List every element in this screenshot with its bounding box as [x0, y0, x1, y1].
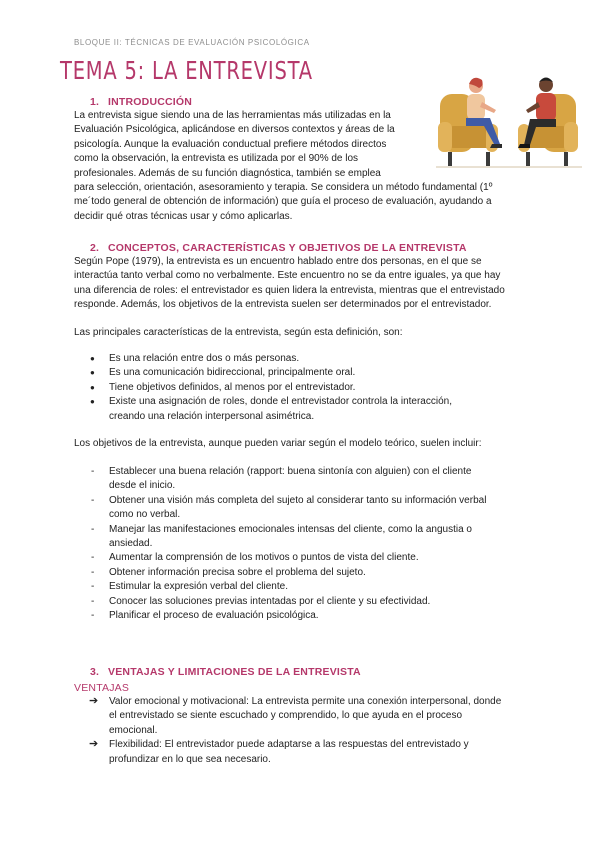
section-3-title: VENTAJAS Y LIMITACIONES DE LA ENTREVISTA	[108, 666, 361, 678]
characteristics-list	[90, 352, 452, 424]
section-2-number: 2.	[90, 242, 100, 254]
bullet-icon: ●	[90, 397, 95, 407]
section-2-heading	[90, 242, 467, 254]
bullet-icon: ●	[90, 382, 95, 392]
dash-icon: -	[91, 466, 95, 477]
arrow-right-icon: ➔	[89, 695, 99, 707]
bullet-icon: ●	[90, 368, 95, 378]
list-item-text: Valor emocional y motivacional: La entrevista permite una conexión interpersonal, donde	[109, 696, 502, 707]
paragraph-line: para selección, orientación, asesoramiento y terapia. Se considera un método fundamental (1º	[74, 182, 493, 194]
list-item-text: Planificar el proceso de evaluación psicológica.	[109, 610, 319, 622]
list-item	[90, 523, 486, 552]
paragraph-line: Las principales características de la entrevista, según esta definición, son:	[74, 327, 403, 338]
dash-icon: -	[91, 566, 95, 578]
section-1-title: INTRODUCCIÓN	[108, 96, 193, 108]
paragraph-line: decidir qué otras técnicas usar y cómo aplicarlas.	[74, 210, 293, 222]
list-item-text: Obtener información precisa sobre el problema del sujeto.	[109, 566, 366, 578]
list-item-text: Conocer las soluciones previas intentadas por el cliente y su efectividad.	[109, 595, 431, 607]
paragraph-line: una diferencia de roles: el entrevistador es quien lidera la entrevista, mientras que el entrevistado	[74, 284, 505, 296]
paragraph-line: como la observación, la entrevista es utilizada por el 90% de los	[74, 153, 359, 165]
paragraph-line: profesionales. Además de su función diagnóstica, también se emplea	[74, 167, 381, 179]
list-item-text: como no verbal.	[109, 509, 181, 521]
list-item	[90, 352, 452, 366]
advantages-list	[89, 695, 501, 767]
list-item	[89, 738, 501, 767]
list-item-text: Flexibilidad: El entrevistador puede adaptarse a las respuestas del entrevistado y	[109, 739, 469, 751]
dash-icon: -	[91, 610, 95, 622]
list-item	[90, 566, 486, 580]
list-item	[90, 580, 486, 594]
section-3-heading	[90, 666, 361, 678]
list-item-text: Manejar las manifestaciones emocionales intensas del cliente, como la angustia o	[109, 523, 472, 535]
list-item	[90, 494, 486, 523]
dash-icon: -	[91, 552, 95, 564]
list-item-text: emocional.	[109, 724, 158, 736]
list-item-text: Obtener una visión más completa del sujeto al considerar tanto su información verbal	[109, 494, 487, 506]
section-2-title: CONCEPTOS, CARACTERÍSTICAS Y OBJETIVOS DE LA ENTREVISTA	[108, 242, 467, 254]
list-item	[90, 381, 452, 395]
list-item-text: desde el inicio.	[109, 480, 176, 492]
objectives-intro	[74, 437, 481, 451]
list-item-text: profundizar en lo que sea necesario.	[109, 753, 271, 765]
paragraph-line: La entrevista sigue siendo una de las herramientas más utilizadas en la	[74, 110, 391, 121]
paragraph-line: Según Pope (1979), la entrevista es un encuentro hablado entre dos personas, en el que se	[74, 256, 482, 267]
objectives-list	[90, 465, 486, 623]
list-item	[90, 551, 486, 565]
page-title: TEMA 5: LA ENTREVISTA	[60, 56, 313, 85]
paragraph-line: me´todo general de obtención de información) que guía el proceso de evaluación, ayudando a	[74, 196, 492, 208]
section-3-number: 3.	[90, 666, 100, 678]
section-1-paragraph	[74, 109, 492, 224]
list-item-text: Es una relación entre dos o más personas.	[109, 353, 300, 364]
section-1-heading	[90, 96, 192, 108]
list-item	[90, 595, 486, 609]
list-item-text: ansiedad.	[109, 538, 153, 550]
paragraph-line: interactúa tanto verbal como no verbalmente. Este encuentro no se da entre iguales, ya que hay	[74, 270, 501, 282]
paragraph-line: Evaluación Psicológica, aplicándose en diversos contextos y áreas de la	[74, 124, 395, 136]
list-item	[89, 695, 501, 738]
list-item-text: creando una relación interpersonal asimétrica.	[109, 410, 315, 422]
paragraph-line: Los objetivos de la entrevista, aunque pueden variar según el modelo teórico, suelen incluir:	[74, 438, 482, 449]
section-1-number: 1.	[90, 96, 100, 108]
list-item-text: el entrevistado se siente escuchado y comprendido, lo que ayuda en el proceso	[109, 710, 463, 722]
dash-icon: -	[91, 595, 95, 607]
advantages-subheading: VENTAJAS	[74, 682, 130, 694]
dash-icon: -	[91, 581, 95, 593]
paragraph-line: responde. Además, los objetivos de la entrevista suelen ser determinados por el entrevistador.	[74, 299, 492, 311]
section-2-intro	[74, 255, 505, 313]
list-item	[90, 609, 486, 623]
list-item	[90, 366, 452, 380]
list-item-text: Aumentar la comprensión de los motivos o puntos de vista del cliente.	[109, 552, 419, 564]
bullet-icon: ●	[90, 354, 95, 363]
arrow-right-icon: ➔	[89, 738, 99, 751]
list-item-text: Estimular la expresión verbal del cliente.	[109, 581, 288, 593]
dash-icon: -	[91, 523, 95, 535]
running-header: BLOQUE II: TÉCNICAS DE EVALUACIÓN PSICOLÓGICA	[74, 38, 310, 47]
list-item-text: Establecer una buena relación (rapport: buena sintonía con alguien) con el cliente	[109, 466, 472, 477]
list-item-text: Existe una asignación de roles, donde el entrevistador controla la interacción,	[109, 396, 452, 408]
characteristics-intro	[74, 326, 403, 340]
paragraph-line: psicología. Aunque la evaluación conductual prefiere métodos directos	[74, 138, 387, 150]
list-item-text: Es una comunicación bidireccional, principalmente oral.	[109, 367, 356, 379]
list-item	[90, 395, 452, 424]
list-item	[90, 465, 486, 494]
dash-icon: -	[91, 494, 95, 506]
list-item-text: Tiene objetivos definidos, al menos por el entrevistador.	[109, 381, 356, 393]
